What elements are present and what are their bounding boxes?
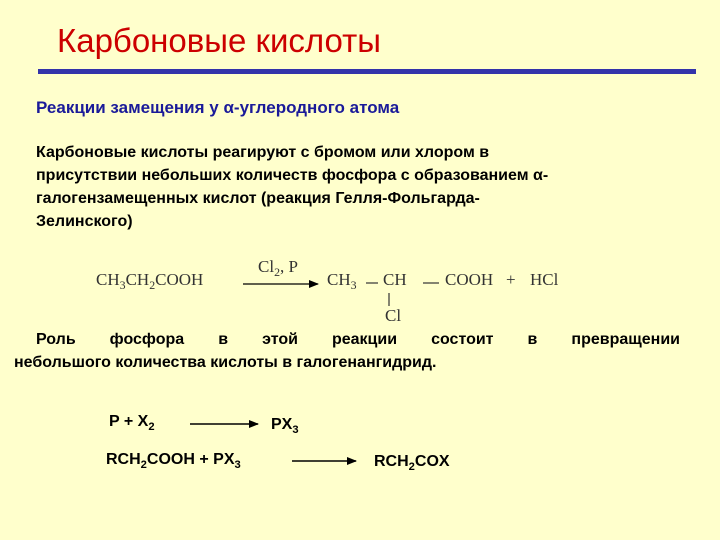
reaction1-product-cooh: COOH	[445, 270, 494, 289]
reaction1-hcl: HCl	[530, 270, 559, 289]
reaction1-conditions: $Cl_2$, P	[258, 257, 298, 279]
reaction1-plus: +	[506, 270, 516, 289]
role-line: Роль фосфора в этой реакции состоит в превращении	[36, 331, 680, 348]
paragraph-line: галогензамещенных кислот (реакция Гелля-Фольгарда-	[36, 190, 480, 207]
reaction3-product: $RCH_2COX$	[374, 453, 450, 473]
paragraph-line: Карбоновые кислоты реагируют с бромом или хлором в	[36, 144, 490, 161]
reaction1-reactant: $CH_3CH_2COOH$	[96, 270, 204, 292]
reaction2-reactants: $P + X_2$	[109, 413, 155, 433]
reaction2-product: $PX_3$	[271, 416, 299, 436]
reaction1-product-ch3: $CH_3$	[327, 270, 357, 292]
role-line: небольшого количества кислоты в галогенангидрид.	[14, 354, 437, 371]
slide-title: Карбоновые кислоты	[57, 22, 381, 59]
reaction3-reactants: $RCH_2COOH + PX_3$	[106, 451, 241, 471]
reaction1-cl-substituent: Cl	[385, 306, 402, 325]
reaction1-product-ch: CH	[383, 270, 407, 289]
paragraph-line: Зелинского)	[36, 213, 133, 230]
slide-subtitle: Реакции замещения у α-углеродного атома	[36, 98, 400, 117]
paragraph-line: присутствии небольших количеств фосфора с образованием α-	[36, 167, 549, 184]
